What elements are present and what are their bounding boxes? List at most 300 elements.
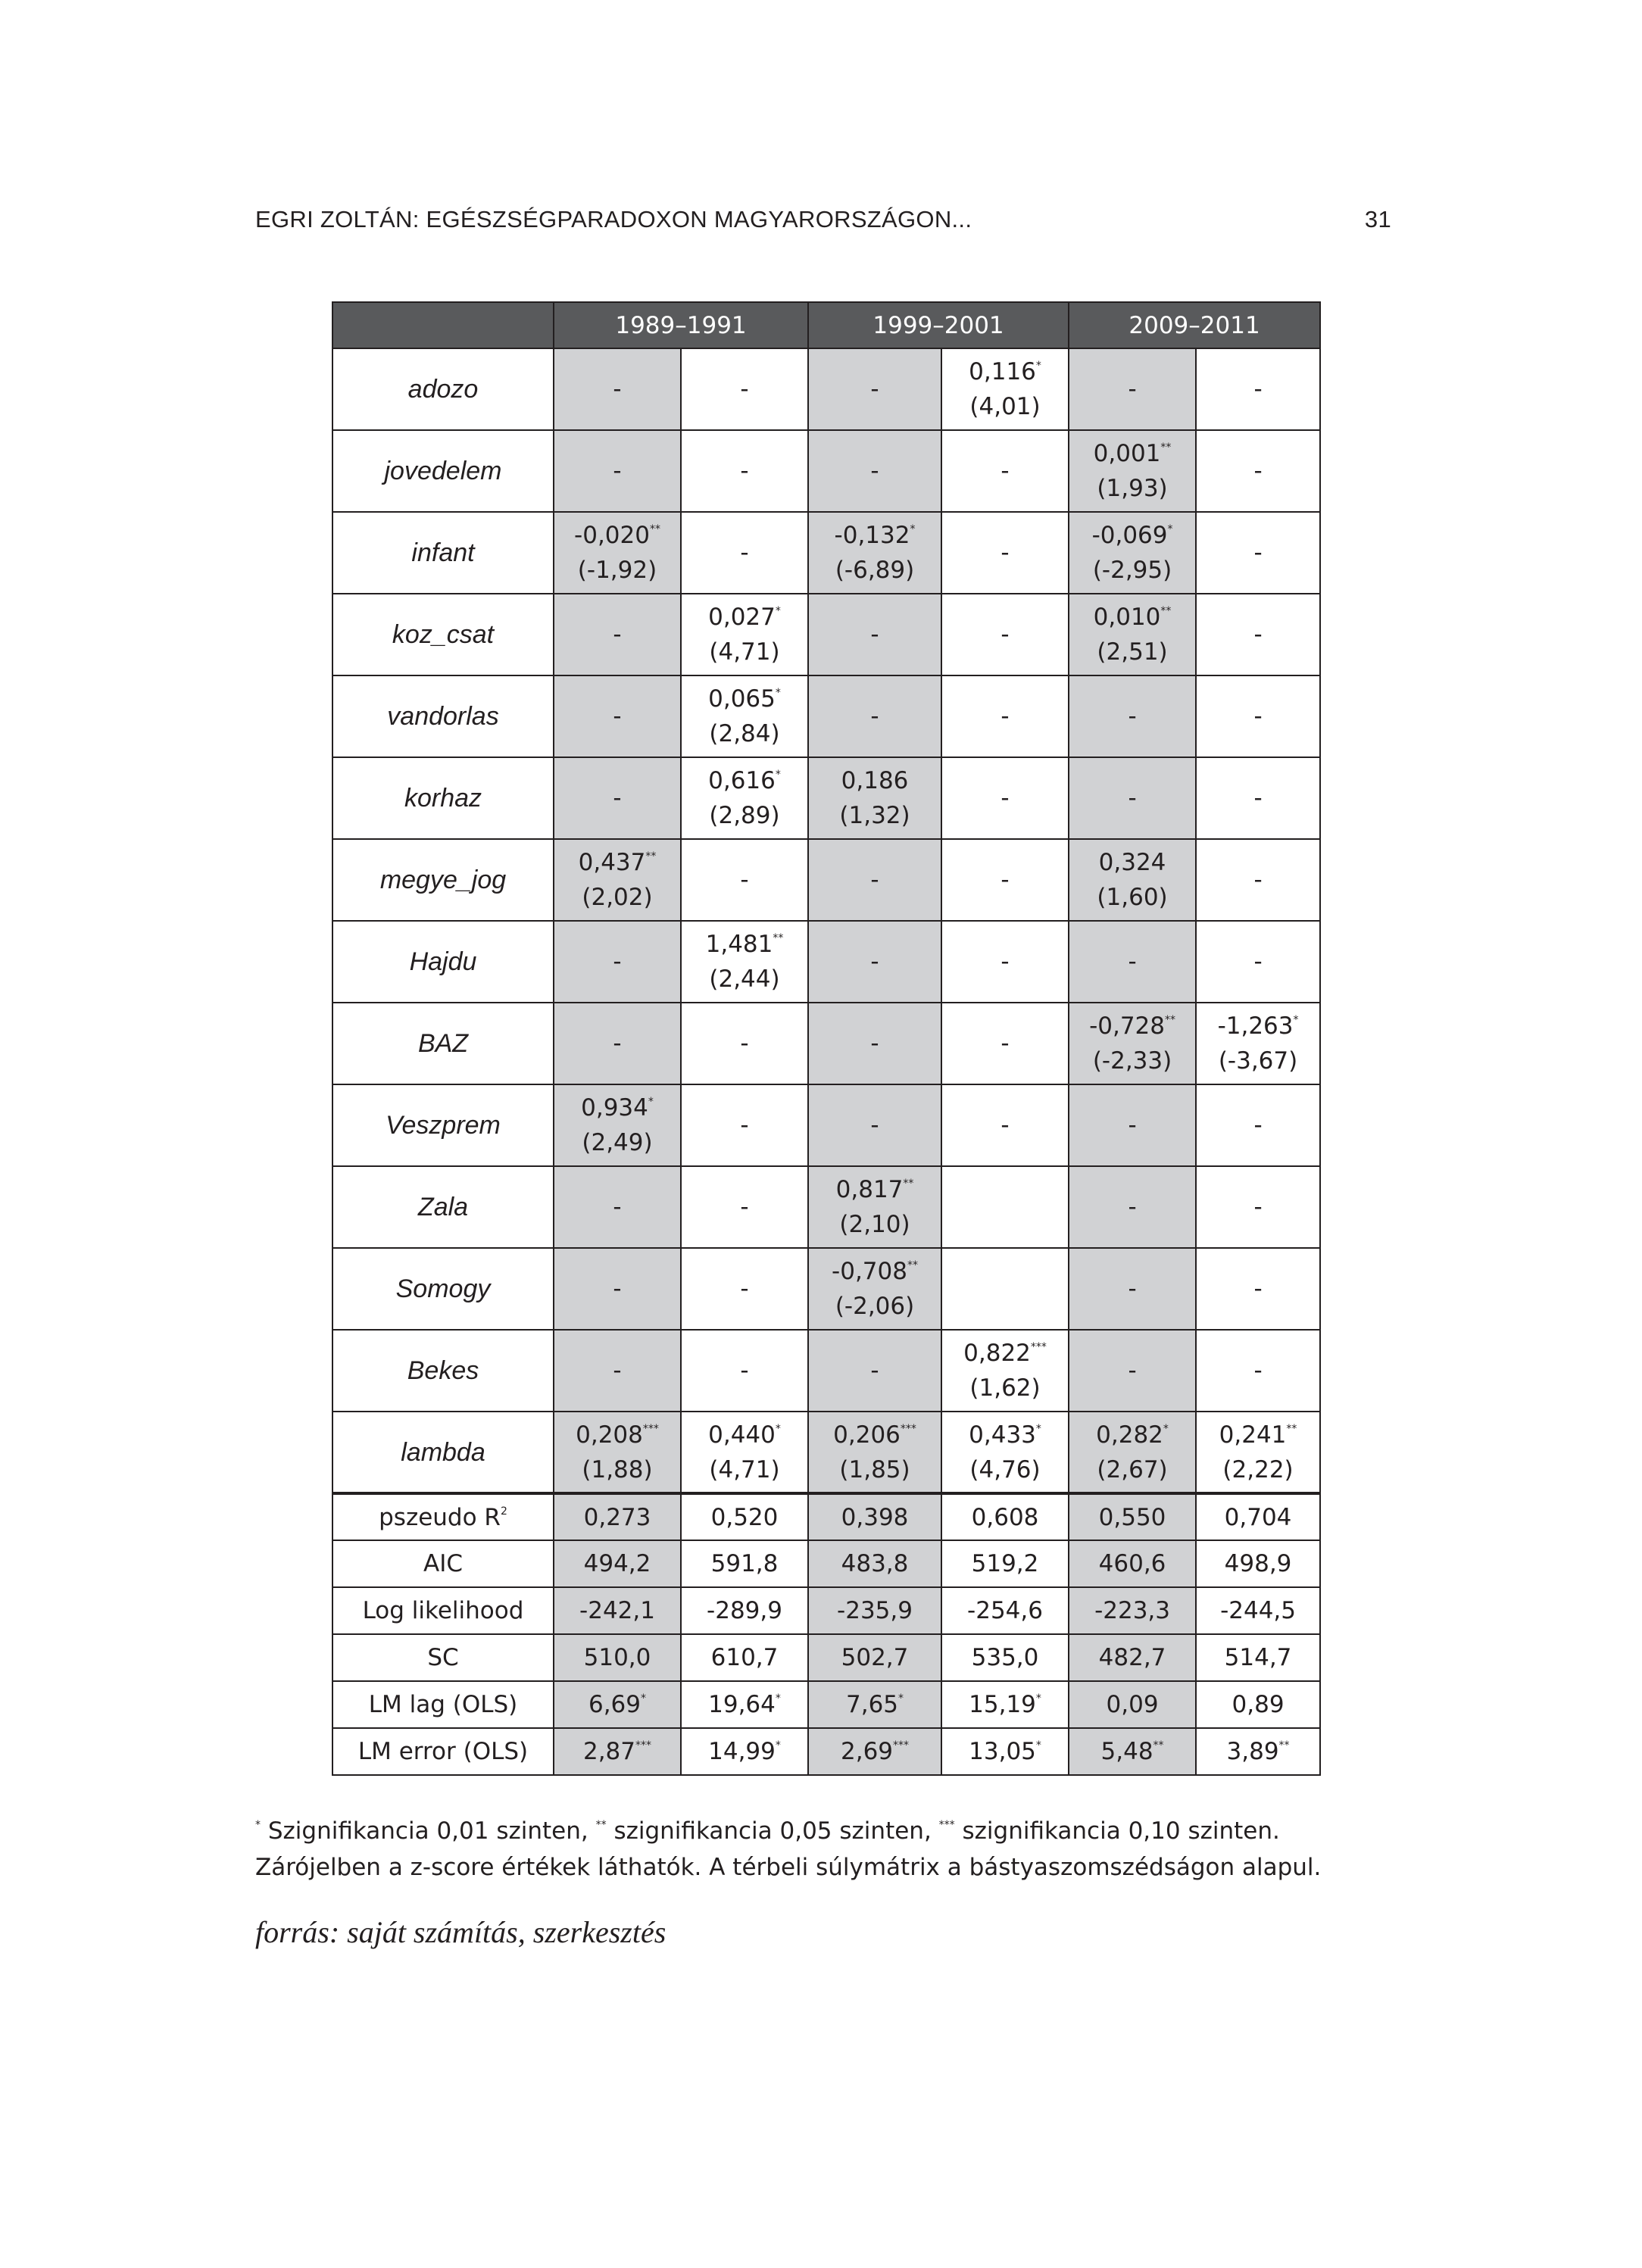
table-row	[332, 430, 1320, 512]
cell-value	[554, 617, 680, 652]
coefficient-value: 0,433	[969, 1421, 1036, 1449]
row-label: infant	[332, 512, 554, 594]
coefficient-value: 535,0	[971, 1644, 1039, 1671]
table-cell	[941, 757, 1069, 839]
cell-value	[1197, 535, 1319, 570]
coefficient-value: -0,708	[832, 1258, 907, 1285]
statistic-label-text: LM error (OLS)	[357, 1738, 529, 1765]
table-cell	[681, 1728, 808, 1775]
table-cell	[681, 1587, 808, 1634]
significance-mark: *	[1163, 1422, 1169, 1435]
footnote-text-3: szignifikancia 0,10 szinten.	[954, 1817, 1280, 1845]
coefficient-value: 0,010	[1093, 604, 1161, 631]
table-cell	[941, 594, 1069, 675]
coefficient-value: 13,05	[969, 1738, 1036, 1765]
table-row	[332, 839, 1320, 921]
coefficient-value: 0,440	[708, 1421, 776, 1449]
coefficient-value: 610,7	[710, 1644, 779, 1671]
cell-value	[809, 454, 941, 488]
table-cell	[554, 1166, 681, 1248]
z-score-value: (2,22)	[1222, 1455, 1294, 1483]
table-cell	[1069, 1166, 1196, 1248]
coefficient-value: 0,89	[1232, 1691, 1285, 1718]
table-cell	[554, 1412, 681, 1493]
table-cell	[1196, 1587, 1320, 1634]
coefficient-value: -	[740, 539, 749, 566]
cell-value	[682, 763, 807, 798]
coefficient-value: 519,2	[971, 1550, 1039, 1577]
cell-value	[1069, 372, 1195, 407]
cell-value	[809, 1683, 941, 1727]
cell-value	[942, 863, 1068, 897]
coefficient-value: -	[1128, 376, 1137, 403]
table-cell	[681, 1084, 808, 1166]
table-cell	[941, 1728, 1069, 1775]
table-cell	[1069, 921, 1196, 1003]
row-label: Hajdu	[332, 921, 554, 1003]
table-cell	[554, 1493, 681, 1540]
table-cell	[941, 1003, 1069, 1084]
cell-value	[1197, 1190, 1319, 1224]
cell-value	[1069, 781, 1195, 816]
footnote-text-1: Szignifikancia 0,01 szinten,	[261, 1817, 596, 1845]
cell-value	[1069, 600, 1195, 635]
table-cell	[1069, 1681, 1196, 1728]
table-cell	[1196, 757, 1320, 839]
table-cell	[941, 1166, 1069, 1248]
footnote-line-1	[255, 1813, 1361, 1849]
coefficient-value: 0,206	[833, 1421, 901, 1449]
coefficient-value: -	[870, 866, 879, 894]
coefficient-value: -	[740, 866, 749, 894]
coefficient-value: -	[613, 948, 622, 975]
table-cell	[681, 430, 808, 512]
significance-mark: *	[1035, 1692, 1041, 1705]
cell-value	[809, 763, 941, 798]
cell-value	[1197, 781, 1319, 816]
cell-value	[1069, 845, 1195, 880]
table-cell	[554, 675, 681, 757]
table-cell	[681, 921, 808, 1003]
z-score-value: (2,51)	[1097, 638, 1168, 666]
z-score-value: (1,60)	[1097, 884, 1168, 911]
cell-value	[942, 1496, 1068, 1540]
z-score-value: (2,67)	[1097, 1455, 1168, 1483]
table-header-row	[332, 302, 1320, 348]
z-score-value: (4,01)	[969, 393, 1041, 420]
table-cell	[941, 839, 1069, 921]
table-row	[332, 1587, 1320, 1634]
row-label: jovedelem	[332, 430, 554, 512]
significance-mark: *	[898, 1692, 904, 1705]
cell-value	[554, 1418, 680, 1452]
table-cell	[808, 1412, 941, 1493]
footnote-mark-3: ***	[938, 1819, 955, 1831]
table-cell	[808, 1166, 941, 1248]
cell-value	[682, 1271, 807, 1306]
cell-value	[1197, 1496, 1319, 1540]
cell-value	[942, 1418, 1068, 1452]
coefficient-value: -	[1128, 948, 1137, 975]
significance-mark: **	[1165, 1014, 1175, 1026]
table-row	[332, 757, 1320, 839]
coefficient-value: 460,6	[1098, 1550, 1166, 1577]
table-cell	[681, 757, 808, 839]
cell-value	[1197, 1009, 1319, 1044]
table-cell	[1196, 1493, 1320, 1540]
coefficient-value: -0,728	[1089, 1012, 1165, 1040]
coefficient-value: 0,822	[963, 1340, 1031, 1367]
significance-mark: **	[1153, 1739, 1164, 1752]
cell-value	[809, 1353, 941, 1388]
table-cell	[941, 1084, 1069, 1166]
cell-value	[554, 1353, 680, 1388]
coefficient-value: 19,64	[708, 1691, 776, 1718]
cell-value	[554, 1542, 680, 1586]
table-cell	[808, 1728, 941, 1775]
table-cell	[941, 430, 1069, 512]
cell-value	[554, 1090, 680, 1125]
significance-mark: *	[1035, 1422, 1041, 1435]
significance-mark: ***	[1030, 1341, 1047, 1353]
cell-value	[809, 1730, 941, 1774]
z-score-value: (-2,33)	[1092, 1047, 1172, 1075]
cell-value	[1197, 1589, 1319, 1633]
cell-value	[554, 1730, 680, 1774]
cell-value	[1069, 944, 1195, 979]
coefficient-value: -	[613, 1357, 622, 1384]
table-cell	[554, 921, 681, 1003]
cell-value	[942, 617, 1068, 652]
z-score-value: (4,71)	[709, 1455, 780, 1483]
significance-mark: *	[910, 523, 916, 535]
cell-value	[942, 454, 1068, 488]
coefficient-value: 0,520	[710, 1503, 779, 1531]
table-cell	[1069, 1003, 1196, 1084]
cell-value	[682, 1418, 807, 1452]
z-score-value: (-3,67)	[1218, 1047, 1298, 1075]
coefficient-value: -	[740, 1275, 749, 1302]
row-label: Somogy	[332, 1248, 554, 1330]
footnote-line-2: Zárójelben a z-score értékek láthatók. A térbeli súlymátrix a bástyaszomszédságon alapul.	[255, 1854, 1322, 1881]
z-score-value: (2,89)	[709, 802, 780, 829]
table-cell	[808, 1248, 941, 1330]
table-row	[332, 1493, 1320, 1540]
table-cell	[681, 1248, 808, 1330]
coefficient-value: -	[1000, 1112, 1010, 1139]
cell-value	[682, 1496, 807, 1540]
coefficient-value: -242,1	[579, 1597, 655, 1624]
cell-value	[682, 454, 807, 488]
coefficient-value: 2,87	[582, 1738, 636, 1765]
table-cell	[808, 675, 941, 757]
table-cell	[554, 1728, 681, 1775]
cell-value	[1069, 518, 1195, 553]
row-label: lambda	[332, 1412, 554, 1493]
table-cell	[941, 348, 1069, 430]
cell-value	[1197, 1730, 1319, 1774]
table-cell	[554, 348, 681, 430]
coefficient-value: -	[1253, 621, 1263, 648]
table-cell	[941, 512, 1069, 594]
z-score-value: (2,49)	[582, 1129, 653, 1156]
cell-value	[1197, 699, 1319, 734]
significance-mark: **	[1160, 605, 1172, 617]
coefficient-value: 14,99	[708, 1738, 776, 1765]
cell-value	[942, 944, 1068, 979]
table-cell	[554, 1587, 681, 1634]
regression-results-table	[332, 301, 1321, 1776]
cell-value	[682, 1636, 807, 1680]
table-cell	[1069, 1634, 1196, 1681]
z-score-value: (-2,95)	[1092, 557, 1172, 584]
coefficient-value: -	[740, 457, 749, 485]
table-cell	[1069, 1540, 1196, 1587]
table-cell	[941, 1540, 1069, 1587]
period-header-2009-2011: 2009–2011	[1069, 302, 1320, 348]
table-cell	[554, 594, 681, 675]
significance-mark: **	[903, 1178, 914, 1190]
significance-mark: **	[1160, 441, 1172, 454]
cell-value	[554, 518, 680, 553]
table-cell	[941, 1681, 1069, 1728]
table-cell	[1196, 1681, 1320, 1728]
cell-value	[1069, 1418, 1195, 1452]
table-cell	[808, 839, 941, 921]
table-cell	[941, 921, 1069, 1003]
coefficient-value: 0,241	[1219, 1421, 1287, 1449]
significance-mark: ***	[893, 1739, 910, 1752]
coefficient-value: -	[1253, 376, 1263, 403]
coefficient-value: -	[1253, 1357, 1263, 1384]
table-cell	[1069, 839, 1196, 921]
table-row	[332, 1540, 1320, 1587]
coefficient-value: -	[1253, 1112, 1263, 1139]
coefficient-rows	[332, 348, 1320, 1493]
cell-value	[809, 1254, 941, 1289]
table-cell	[808, 757, 941, 839]
cell-value	[809, 1108, 941, 1143]
z-score-value: (1,85)	[839, 1455, 910, 1483]
cell-value	[809, 617, 941, 652]
coefficient-value: -	[740, 1357, 749, 1384]
coefficient-value: -	[613, 457, 622, 485]
table-cell	[681, 1540, 808, 1587]
significance-mark: *	[1035, 1739, 1041, 1752]
statistics-rows	[332, 1493, 1320, 1775]
table-cell	[1196, 348, 1320, 430]
coefficient-value: -244,5	[1220, 1597, 1296, 1624]
z-score-value: (-2,06)	[835, 1293, 915, 1320]
z-score-value: (1,32)	[839, 802, 910, 829]
cell-value	[682, 682, 807, 716]
table-cell	[808, 921, 941, 1003]
coefficient-value: -	[613, 785, 622, 812]
row-label: vandorlas	[332, 675, 554, 757]
cell-value	[554, 1190, 680, 1224]
significance-mark: **	[773, 932, 784, 944]
cell-value	[809, 1496, 941, 1540]
table-cell	[681, 1681, 808, 1728]
cell-value	[554, 944, 680, 979]
table-cell	[1196, 430, 1320, 512]
coefficient-value: 482,7	[1098, 1644, 1166, 1671]
table-cell	[941, 1587, 1069, 1634]
table-cell	[554, 1634, 681, 1681]
table-cell	[1196, 675, 1320, 757]
coefficient-value: -	[1128, 703, 1137, 730]
cell-value	[1069, 1683, 1195, 1727]
cell-value	[1069, 1108, 1195, 1143]
z-score-value: (2,84)	[709, 720, 780, 747]
period-header-1999-2001: 1999–2001	[808, 302, 1069, 348]
coefficient-value: 0,273	[583, 1503, 651, 1531]
coefficient-value: -	[613, 621, 622, 648]
table-cell	[808, 1540, 941, 1587]
table-cell	[681, 594, 808, 675]
coefficient-value: -	[1000, 866, 1010, 894]
table-cell	[1069, 757, 1196, 839]
table-cell	[1196, 921, 1320, 1003]
significance-mark: ***	[900, 1422, 916, 1435]
cell-value	[554, 1636, 680, 1680]
coefficient-value: -1,263	[1217, 1012, 1294, 1040]
table-cell	[681, 675, 808, 757]
cell-value	[682, 1026, 807, 1061]
coefficient-value: 483,8	[841, 1550, 909, 1577]
footnote-mark-2: **	[595, 1819, 607, 1831]
coefficient-value: -	[870, 948, 879, 975]
cell-value	[554, 1589, 680, 1633]
coefficient-value: -	[740, 1112, 749, 1139]
coefficient-value: -	[613, 1193, 622, 1221]
coefficient-value: -	[740, 1030, 749, 1057]
row-label: megye_jog	[332, 839, 554, 921]
statistic-label-text: pszeudo R	[379, 1503, 501, 1531]
table-cell	[681, 839, 808, 921]
cell-value	[809, 1172, 941, 1207]
significance-mark: *	[641, 1692, 647, 1705]
z-score-value: (1,88)	[582, 1455, 653, 1483]
cell-value	[1069, 1730, 1195, 1774]
coefficient-value: 5,48	[1100, 1738, 1153, 1765]
row-label: Bekes	[332, 1330, 554, 1412]
significance-mark: **	[1286, 1422, 1297, 1435]
coefficient-value: 0,437	[578, 849, 646, 876]
coefficient-value: -	[613, 1030, 622, 1057]
cell-value	[682, 1589, 807, 1633]
cell-value	[809, 863, 941, 897]
coefficient-value: -	[870, 1030, 879, 1057]
table-cell	[1069, 430, 1196, 512]
coefficient-value: 2,69	[841, 1738, 894, 1765]
significance-mark: *	[1035, 360, 1041, 372]
cell-value	[682, 927, 807, 962]
row-label: Veszprem	[332, 1084, 554, 1166]
coefficient-value: 0,116	[969, 358, 1036, 385]
page-number: 31	[1364, 206, 1391, 232]
cell-value	[554, 699, 680, 734]
statistic-label	[332, 1728, 554, 1775]
coefficient-value: -0,020	[574, 522, 650, 549]
table-cell	[808, 1003, 941, 1084]
cell-value	[809, 518, 941, 553]
z-score-value: (2,10)	[839, 1211, 910, 1238]
table-cell	[1069, 594, 1196, 675]
cell-value	[809, 372, 941, 407]
table-cell	[808, 1634, 941, 1681]
statistic-label-text: AIC	[423, 1550, 463, 1577]
cell-value	[682, 1683, 807, 1727]
statistic-label-text: Log likelihood	[362, 1597, 524, 1624]
cell-value	[809, 699, 941, 734]
cell-value	[554, 454, 680, 488]
coefficient-value: -	[1000, 785, 1010, 812]
cell-value	[682, 1542, 807, 1586]
table-cell	[681, 1330, 808, 1412]
table-cell	[681, 1166, 808, 1248]
table-header-corner	[332, 302, 554, 348]
table-cell	[554, 1248, 681, 1330]
table-cell	[808, 1587, 941, 1634]
cell-value	[942, 1730, 1068, 1774]
table-cell	[941, 1634, 1069, 1681]
table-cell	[554, 757, 681, 839]
table-cell	[808, 430, 941, 512]
coefficient-value: -	[1253, 866, 1263, 894]
cell-value	[682, 600, 807, 635]
significance-mark: **	[907, 1259, 918, 1271]
significance-mark: *	[775, 1422, 781, 1435]
row-label: korhaz	[332, 757, 554, 839]
cell-value	[554, 1683, 680, 1727]
significance-mark: **	[645, 850, 657, 863]
cell-value	[1197, 1636, 1319, 1680]
coefficient-value: -	[1128, 1193, 1137, 1221]
coefficient-value: -	[1128, 785, 1137, 812]
cell-value	[682, 372, 807, 407]
coefficient-value: -	[740, 376, 749, 403]
coefficient-value: -289,9	[707, 1597, 782, 1624]
cell-value	[554, 1271, 680, 1306]
coefficient-value: -	[1128, 1112, 1137, 1139]
table-cell	[808, 1493, 941, 1540]
coefficient-value: 498,9	[1224, 1550, 1292, 1577]
table-row	[332, 1681, 1320, 1728]
table-row	[332, 921, 1320, 1003]
cell-value	[682, 535, 807, 570]
table-cell	[1196, 1330, 1320, 1412]
table-row	[332, 1248, 1320, 1330]
table-cell	[1069, 1728, 1196, 1775]
coefficient-value: -	[1253, 703, 1263, 730]
row-label: adozo	[332, 348, 554, 430]
coefficient-value: -235,9	[837, 1597, 913, 1624]
table-row	[332, 675, 1320, 757]
running-head	[255, 206, 1391, 236]
coefficient-value: -	[1128, 1275, 1137, 1302]
coefficient-value: 494,2	[583, 1550, 651, 1577]
table-cell	[554, 1681, 681, 1728]
coefficient-value: -	[870, 703, 879, 730]
cell-value	[942, 781, 1068, 816]
cell-value	[809, 1026, 941, 1061]
cell-value	[1197, 454, 1319, 488]
coefficient-value: 6,69	[588, 1691, 642, 1718]
cell-value	[682, 1190, 807, 1224]
table-cell	[1196, 1084, 1320, 1166]
footnote-mark-1: *	[255, 1819, 261, 1831]
